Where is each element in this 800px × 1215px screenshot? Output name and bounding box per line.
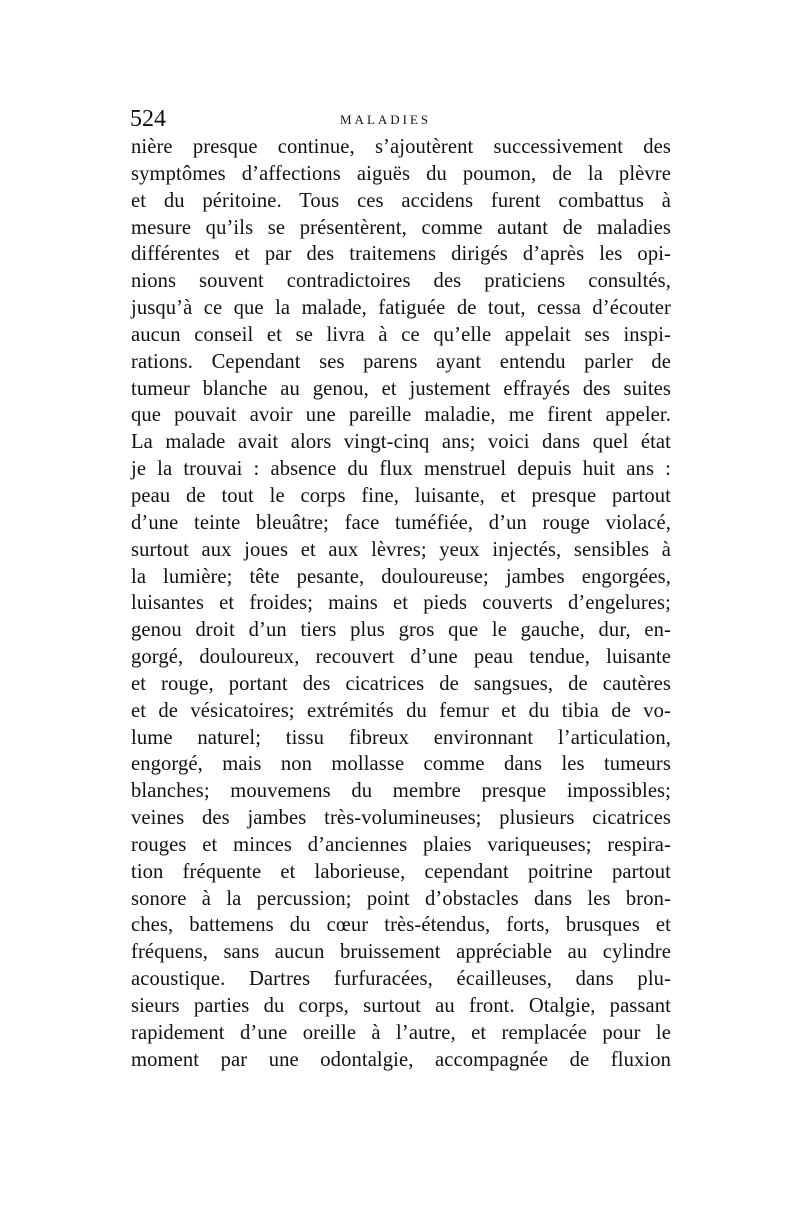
text-line: d’une teinte bleuâtre; face tuméfiée, d’un rouge violacé,	[131, 511, 671, 534]
text-line: veines des jambes très-volumineuses; plusieurs cicatrices	[131, 807, 671, 830]
running-head: MALADIES	[340, 112, 432, 127]
text-line: genou droit d’un tiers plus gros que le gauche, dur, en-	[131, 619, 671, 642]
text-line: gorgé, douloureux, recouvert d’une peau tendue, luisante	[131, 646, 671, 669]
text-line: nière presque continue, s’ajoutèrent successivement des	[131, 136, 671, 158]
text-line: et de vésicatoires; extrémités du femur et du tibia de vo-	[131, 699, 671, 722]
text-line: fréquens, sans aucun bruissement appréciable au cylindre	[131, 941, 671, 964]
text-line: acoustique. Dartres furfuracées, écailleuses, dans plu-	[131, 968, 671, 991]
text-line: tumeur blanche au genou, et justement effrayés des suites	[131, 377, 671, 400]
text-line: La malade avait alors vingt-cinq ans; voici dans quel état	[131, 431, 671, 454]
text-line: surtout aux joues et aux lèvres; yeux injectés, sensibles à	[131, 538, 671, 561]
text-line: rapidement d’une oreille à l’autre, et remplacée pour le	[131, 1021, 671, 1044]
page-number: 524	[130, 106, 166, 132]
text-line: que pouvait avoir une pareille maladie, me firent appeler.	[131, 404, 671, 427]
text-line: luisantes et froides; mains et pieds couverts d’engelures;	[131, 592, 671, 615]
text-line: jusqu’à ce que la malade, fatiguée de tout, cessa d’écouter	[131, 297, 671, 320]
text-line: différentes et par des traitemens dirigés d’après les opi-	[131, 243, 671, 266]
text-line: moment par une odontalgie, accompagnée de fluxion	[131, 1048, 671, 1071]
text-line: et du péritoine. Tous ces accidens furent combattus à	[131, 189, 671, 212]
text-line: et rouge, portant des cicatrices de sangsues, de cautères	[131, 672, 671, 695]
text-line: rations. Cependant ses parens ayant entendu parler de	[131, 350, 671, 373]
text-line: aucun conseil et se livra à ce qu’elle appelait ses inspi-	[131, 323, 671, 346]
text-line: engorgé, mais non mollasse comme dans les tumeurs	[131, 753, 671, 776]
page-header	[130, 104, 670, 134]
text-line: nions souvent contradictoires des praticiens consultés,	[131, 270, 671, 293]
text-line: tion fréquente et laborieuse, cependant poitrine partout	[131, 860, 671, 883]
text-line: blanches; mouvemens du membre presque impossibles;	[131, 780, 671, 803]
body-text	[131, 134, 671, 1074]
text-line: peau de tout le corps fine, luisante, et presque partout	[131, 484, 671, 507]
text-line: symptômes d’affections aiguës du poumon, de la plèvre	[131, 162, 671, 185]
text-line: ches, battemens du cœur très-étendus, forts, brusques et	[131, 914, 671, 937]
text-line: lume naturel; tissu fibreux environnant l’articulation,	[131, 726, 671, 749]
text-line: sonore à la percussion; point d’obstacles dans les bron-	[131, 887, 671, 910]
text-line: la lumière; tête pesante, douloureuse; jambes engorgées,	[131, 565, 671, 588]
text-line: sieurs parties du corps, surtout au front. Otalgie, passant	[131, 995, 671, 1017]
text-line: mesure qu’ils se présentèrent, comme autant de maladies	[131, 216, 671, 239]
text-line: rouges et minces d’anciennes plaies variqueuses; respira-	[131, 833, 671, 856]
text-line: je la trouvai : absence du flux menstruel depuis huit ans :	[131, 458, 671, 481]
